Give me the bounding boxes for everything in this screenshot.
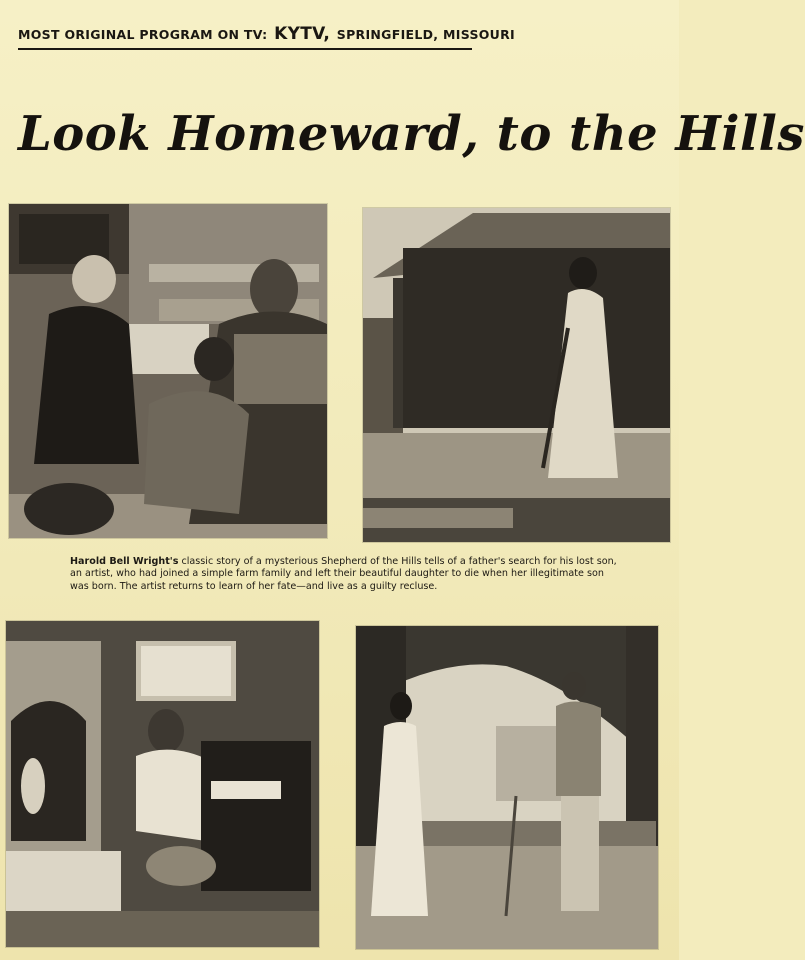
station-call-letters: KYTV,	[274, 24, 331, 44]
page-headline: Look Homeward, to the Hills	[18, 106, 805, 162]
photo-caption	[70, 556, 622, 593]
photo-cabin-bedside	[9, 204, 327, 538]
photo-porch-sweeping	[363, 208, 670, 542]
caption-body: classic story of a mysterious Shepherd of the Hills tells of a father's search for his lost son, an artist, who had joined a simple farm family and left their beautiful daughter to die when her illegitimate son was born. The artist returns to learn of her fate—and live as a guilty recluse.	[70, 556, 617, 592]
photo-organ-fireplace	[6, 621, 319, 947]
photo-artist-easel	[356, 626, 658, 949]
kicker-text: MOST ORIGINAL PROGRAM ON TV:	[18, 27, 268, 42]
station-location: SPRINGFIELD, MISSOURI	[336, 27, 515, 42]
page-kicker	[18, 24, 515, 50]
caption-lead: Harold Bell Wright's	[70, 556, 179, 567]
